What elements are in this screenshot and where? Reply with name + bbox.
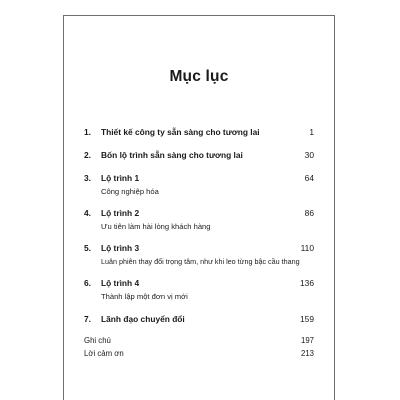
entry-page-number: 30	[304, 150, 314, 160]
toc-entry[interactable]	[84, 241, 314, 255]
toc-extra-entry[interactable]	[84, 334, 314, 348]
page-title: Mục lục	[169, 68, 229, 85]
toc-entry[interactable]	[84, 276, 314, 290]
entry-number: 5.	[84, 243, 91, 253]
book-page	[63, 15, 335, 400]
entry-subtitle: Công nghiệp hóa	[101, 187, 159, 196]
entry-page-number: 159	[300, 314, 314, 324]
entry-number: 1.	[84, 127, 91, 137]
extra-title: Lời cảm ơn	[84, 349, 124, 358]
toc-entry[interactable]	[84, 312, 314, 326]
toc-entry[interactable]	[84, 148, 314, 162]
entry-title: Thiết kế công ty sẵn sàng cho tương lai	[101, 127, 260, 137]
entry-page-number: 110	[300, 243, 314, 253]
entry-page-number: 64	[304, 173, 314, 183]
entry-number: 7.	[84, 314, 91, 324]
entry-title: Lộ trình 3	[101, 243, 140, 253]
entry-title: Bốn lộ trình sẵn sàng cho tương lai	[101, 150, 243, 160]
entry-number: 6.	[84, 278, 91, 288]
extra-page-number: 197	[300, 336, 314, 345]
toc-entry[interactable]	[84, 125, 314, 139]
entry-title: Lộ trình 1	[101, 173, 140, 183]
entry-page-number: 86	[304, 208, 314, 218]
extra-page-number: 213	[300, 349, 314, 358]
toc-entry[interactable]	[84, 171, 314, 185]
entry-page-number: 1	[309, 127, 314, 137]
toc-entry[interactable]	[84, 206, 314, 220]
entry-title: Lãnh đạo chuyển đổi	[101, 314, 185, 324]
entry-page-number: 136	[300, 278, 314, 288]
entry-subtitle: Thành lập một đơn vị mới	[101, 292, 188, 301]
entry-number: 4.	[84, 208, 91, 218]
entry-subtitle: Luân phiên thay đổi trọng tâm, như khi leo từng bậc cầu thang	[101, 257, 300, 266]
entry-number: 2.	[84, 150, 91, 160]
entry-subtitle: Ưu tiên làm hài lòng khách hàng	[101, 222, 211, 231]
toc-extra-entry[interactable]	[84, 347, 314, 361]
extra-title: Ghi chú	[84, 336, 111, 345]
entry-title: Lộ trình 2	[101, 208, 140, 218]
entry-number: 3.	[84, 173, 91, 183]
entry-title: Lộ trình 4	[101, 278, 140, 288]
